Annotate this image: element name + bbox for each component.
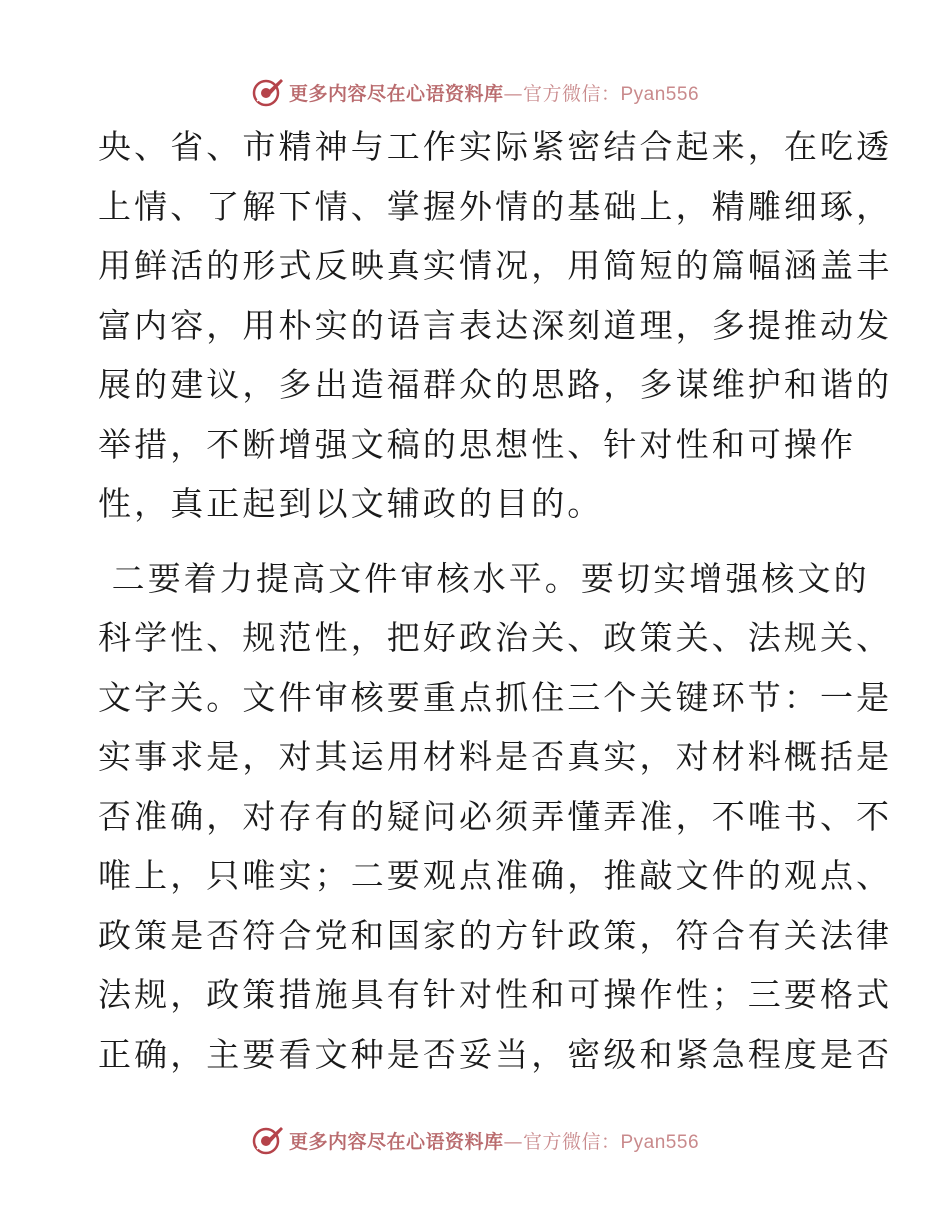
text-line: 文字关。文件审核要重点抓住三个关键环节：一是: [98, 677, 893, 717]
text-line: 二要着力提高文件审核水平。要切实增强核文的: [98, 558, 870, 598]
text-line: 法规，政策措施具有针对性和可操作性；三要格式: [98, 975, 893, 1014]
footer-banner-contact: Pyan556: [620, 1131, 700, 1153]
footer-banner: [0, 1120, 950, 1160]
text-line: 上情、了解下情、掌握外情的基础上，精雕细琢，: [98, 186, 893, 226]
text-line: 性，真正起到以文辅政的目的。: [98, 484, 604, 523]
text-line: 展的建议，多出造福群众的思路，多谋维护和谐的: [98, 365, 893, 404]
pen-nib-logo-icon: [251, 1123, 285, 1157]
header-banner-text: [289, 79, 699, 106]
text-line: 央、省、市精神与工作实际紧密结合起来，在吃透: [98, 127, 893, 166]
footer-banner-text: [289, 1127, 699, 1154]
header-banner-strong: 更多内容尽在心语资料库: [288, 82, 504, 105]
text-line: 实事求是，对其运用材料是否真实，对材料概括是: [98, 737, 893, 776]
text-line: 科学性、规范性，把好政治关、政策关、法规关、: [98, 618, 893, 657]
header-banner-contact: Pyan556: [620, 83, 700, 105]
text-line: 政策是否符合党和国家的方针政策，符合有关法律: [98, 915, 893, 955]
header-banner-rest: —官方微信：: [503, 82, 621, 105]
text-line: 用鲜活的形式反映真实情况，用简短的篇幅涵盖丰: [98, 246, 893, 285]
text-line: 否准确，对存有的疑问必须弄懂弄准，不唯书、不: [98, 796, 893, 836]
footer-banner-rest: —官方微信：: [503, 1130, 621, 1153]
text-line: 富内容，用朴实的语言表达深刻道理，多提推动发: [98, 305, 893, 345]
paragraph-1: [98, 117, 893, 534]
text-line: 举措，不断增强文稿的思想性、针对性和可操作: [98, 424, 857, 464]
footer-banner-strong: 更多内容尽在心语资料库: [288, 1130, 504, 1153]
paragraph-2: [98, 549, 893, 1085]
text-line: 唯上，只唯实；二要观点准确，推敲文件的观点、: [98, 856, 893, 895]
text-line: 正确，主要看文种是否妥当，密级和紧急程度是否: [98, 1034, 893, 1074]
header-banner: [0, 72, 950, 112]
body-text: [98, 117, 893, 1084]
pen-nib-logo-icon: [251, 75, 285, 109]
